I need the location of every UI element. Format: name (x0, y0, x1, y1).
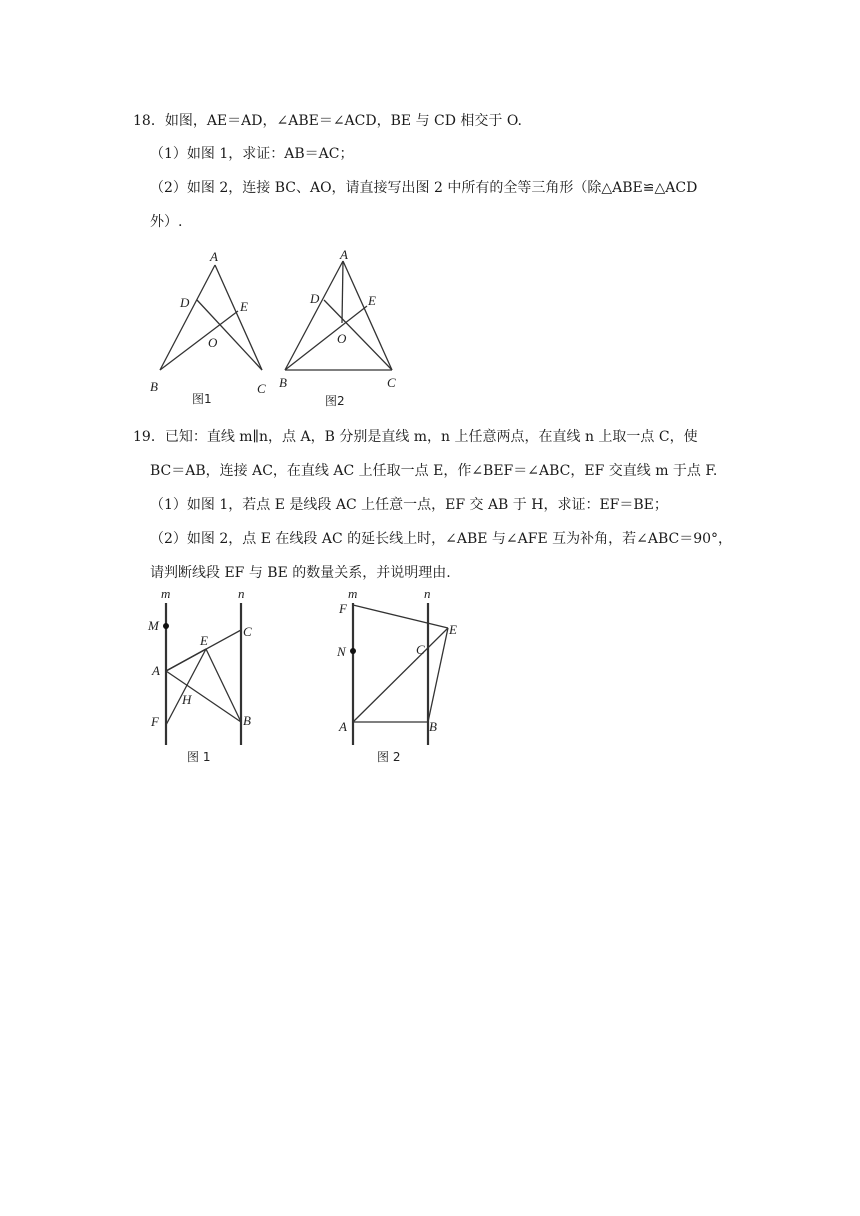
label-C: C (387, 375, 396, 390)
label-B: B (429, 719, 437, 734)
figure-caption: 图2 (325, 394, 345, 408)
label-A: A (152, 663, 160, 678)
q19-line2: BC＝AB，连接 AC，在直线 AC 上任取一点 E，作∠BEF＝∠ABC，EF 交直线 m 于点 F. (150, 463, 718, 479)
q18-title: 18．如图，AE＝AD，∠ABE＝∠ACD，BE 与 CD 相交于 O. (133, 113, 522, 129)
figure-caption: 图 2 (377, 750, 401, 764)
label-O: O (337, 331, 347, 346)
label-D: D (180, 295, 190, 310)
label-B: B (279, 375, 287, 390)
label-A: A (340, 247, 348, 262)
label-D: D (310, 291, 320, 306)
label-B: B (150, 379, 158, 394)
label-F: F (339, 601, 347, 616)
label-m: m (161, 586, 171, 601)
q19-figure-2 (330, 585, 470, 770)
label-E: E (368, 293, 376, 308)
label-E: E (240, 299, 248, 314)
label-n: n (238, 586, 245, 601)
label-m: m (348, 586, 358, 601)
label-C: C (243, 624, 252, 639)
q18-figure-1 (140, 245, 280, 405)
figure-caption: 图 1 (187, 750, 211, 764)
label-C: C (257, 381, 266, 396)
q18-part1: （1）如图 1，求证：AB＝AC； (150, 146, 354, 162)
label-O: O (208, 335, 218, 350)
q19-figure-1 (140, 585, 270, 770)
q18-part2-line2: 外）. (150, 214, 183, 230)
label-E: E (200, 633, 208, 648)
q19-title: 19．已知：直线 m∥n，点 A，B 分别是直线 m，n 上任意两点，在直线 n 上取一点 C，使 (133, 429, 698, 445)
label-F: F (151, 714, 159, 729)
q18-figure-2 (270, 245, 410, 410)
point-N (350, 648, 356, 654)
label-H: H (182, 692, 192, 707)
figure-caption: 图1 (192, 392, 212, 405)
label-C: C (416, 642, 425, 657)
q19-part2-line2: 请判断线段 EF 与 BE 的数量关系，并说明理由. (150, 565, 451, 581)
label-A: A (339, 719, 347, 734)
q18-part2-line1: （2）如图 2，连接 BC、AO，请直接写出图 2 中所有的全等三角形（除△ABE≌△ACD (150, 180, 698, 196)
label-A: A (210, 249, 218, 264)
q19-part1: （1）如图 1，若点 E 是线段 AC 上任意一点，EF 交 AB 于 H，求证：EF＝BE； (150, 497, 668, 513)
label-N: N (337, 644, 346, 659)
q19-part2-line1: （2）如图 2，点 E 在线段 AC 的延长线上时，∠ABE 与∠AFE 互为补角，若∠ABC＝90°， (150, 531, 733, 547)
label-E: E (449, 622, 457, 637)
label-B: B (243, 713, 251, 728)
label-n: n (424, 586, 431, 601)
label-M: M (148, 618, 159, 633)
point-M (163, 623, 169, 629)
